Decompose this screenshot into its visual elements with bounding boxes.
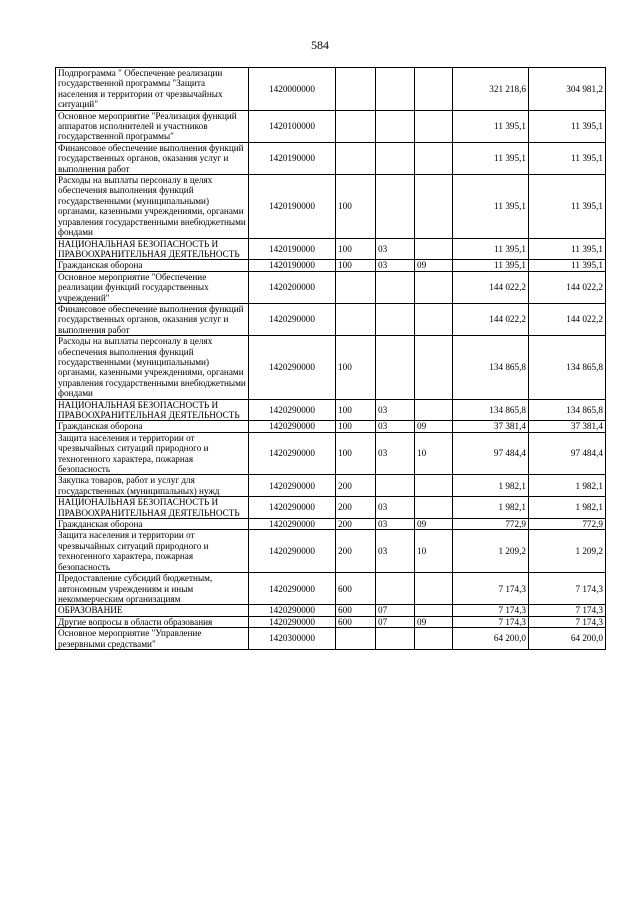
- expense-type-cell: [336, 303, 376, 335]
- section-cell: [376, 68, 415, 111]
- item-name-cell: ОБРАЗОВАНИЕ: [56, 605, 249, 616]
- amount-year1-cell: 11 395,1: [453, 110, 529, 142]
- item-name-cell: Финансовое обеспечение выполнения функций государственных органов, оказания услуг и выполнения работ: [56, 142, 249, 174]
- item-name-cell: Основное мероприятие "Управление резервными средствами": [56, 628, 249, 650]
- table-row: [56, 530, 606, 573]
- section-cell: 07: [376, 605, 415, 616]
- expense-type-cell: 200: [336, 497, 376, 519]
- amount-year2-cell: 37 381,4: [529, 421, 606, 432]
- table-row: [56, 421, 606, 432]
- target-article-cell: 1420290000: [249, 497, 336, 519]
- amount-year1-cell: 144 022,2: [453, 271, 529, 303]
- item-name-cell: Гражданская оборона: [56, 260, 249, 271]
- target-article-cell: 1420300000: [249, 628, 336, 650]
- table-row: [56, 497, 606, 519]
- section-cell: [376, 271, 415, 303]
- table-row: [56, 303, 606, 335]
- subsection-cell: [415, 110, 453, 142]
- expense-type-cell: [336, 68, 376, 111]
- target-article-cell: 1420190000: [249, 142, 336, 174]
- section-cell: [376, 475, 415, 497]
- item-name-cell: Гражданская оборона: [56, 421, 249, 432]
- amount-year1-cell: 1 982,1: [453, 497, 529, 519]
- target-article-cell: 1420290000: [249, 421, 336, 432]
- target-article-cell: 1420100000: [249, 110, 336, 142]
- expense-type-cell: 100: [336, 399, 376, 421]
- section-cell: 07: [376, 616, 415, 627]
- subsection-cell: [415, 68, 453, 111]
- expense-type-cell: 100: [336, 175, 376, 238]
- section-cell: [376, 110, 415, 142]
- item-name-cell: Подпрограмма " Обеспечение реализации государственной программы "Защита населения и территории от чрезвычайных ситуаций": [56, 68, 249, 111]
- amount-year2-cell: 11 395,1: [529, 175, 606, 238]
- section-cell: [376, 628, 415, 650]
- expense-type-cell: 100: [336, 260, 376, 271]
- target-article-cell: 1420290000: [249, 303, 336, 335]
- target-article-cell: 1420200000: [249, 271, 336, 303]
- subsection-cell: [415, 175, 453, 238]
- amount-year1-cell: 7 174,3: [453, 573, 529, 605]
- amount-year2-cell: 772,9: [529, 519, 606, 530]
- expense-type-cell: [336, 110, 376, 142]
- amount-year2-cell: 97 484,4: [529, 432, 606, 475]
- section-cell: 03: [376, 421, 415, 432]
- section-cell: [376, 573, 415, 605]
- table-row: [56, 573, 606, 605]
- subsection-cell: 09: [415, 260, 453, 271]
- subsection-cell: [415, 605, 453, 616]
- target-article-cell: 1420290000: [249, 336, 336, 399]
- expense-type-cell: 600: [336, 605, 376, 616]
- amount-year2-cell: 7 174,3: [529, 605, 606, 616]
- item-name-cell: Расходы на выплаты персоналу в целях обеспечения выполнения функций государственными (муниципальными) органами, казенными учреждениями, органами управления государственными внебюджетными фондами: [56, 175, 249, 238]
- amount-year1-cell: 772,9: [453, 519, 529, 530]
- expense-type-cell: 200: [336, 530, 376, 573]
- amount-year2-cell: 1 209,2: [529, 530, 606, 573]
- budget-table-body: [56, 68, 606, 650]
- target-article-cell: 1420290000: [249, 573, 336, 605]
- table-row: [56, 336, 606, 399]
- subsection-cell: [415, 399, 453, 421]
- section-cell: [376, 303, 415, 335]
- item-name-cell: НАЦИОНАЛЬНАЯ БЕЗОПАСНОСТЬ И ПРАВООХРАНИТЕЛЬНАЯ ДЕЯТЕЛЬНОСТЬ: [56, 497, 249, 519]
- item-name-cell: НАЦИОНАЛЬНАЯ БЕЗОПАСНОСТЬ И ПРАВООХРАНИТЕЛЬНАЯ ДЕЯТЕЛЬНОСТЬ: [56, 399, 249, 421]
- table-row: [56, 175, 606, 238]
- subsection-cell: [415, 142, 453, 174]
- amount-year2-cell: 134 865,8: [529, 336, 606, 399]
- amount-year2-cell: 304 981,2: [529, 68, 606, 111]
- table-row: [56, 260, 606, 271]
- amount-year1-cell: 7 174,3: [453, 616, 529, 627]
- amount-year1-cell: 134 865,8: [453, 399, 529, 421]
- target-article-cell: 1420290000: [249, 399, 336, 421]
- amount-year1-cell: 144 022,2: [453, 303, 529, 335]
- amount-year2-cell: 7 174,3: [529, 573, 606, 605]
- amount-year2-cell: 11 395,1: [529, 238, 606, 260]
- subsection-cell: 10: [415, 432, 453, 475]
- amount-year1-cell: 64 200,0: [453, 628, 529, 650]
- target-article-cell: 1420190000: [249, 175, 336, 238]
- target-article-cell: 1420190000: [249, 260, 336, 271]
- target-article-cell: 1420290000: [249, 475, 336, 497]
- section-cell: 03: [376, 497, 415, 519]
- amount-year2-cell: 134 865,8: [529, 399, 606, 421]
- table-row: [56, 616, 606, 627]
- amount-year1-cell: 134 865,8: [453, 336, 529, 399]
- subsection-cell: [415, 336, 453, 399]
- subsection-cell: [415, 628, 453, 650]
- expense-type-cell: 600: [336, 573, 376, 605]
- expense-type-cell: [336, 628, 376, 650]
- section-cell: 03: [376, 238, 415, 260]
- amount-year2-cell: 1 982,1: [529, 475, 606, 497]
- item-name-cell: Другие вопросы в области образования: [56, 616, 249, 627]
- page-number: 584: [311, 38, 329, 52]
- amount-year1-cell: 1 982,1: [453, 475, 529, 497]
- item-name-cell: Основное мероприятие "Реализация функций аппаратов исполнителей и участников государственной программы": [56, 110, 249, 142]
- subsection-cell: 10: [415, 530, 453, 573]
- table-row: [56, 605, 606, 616]
- item-name-cell: Закупка товаров, работ и услуг для государственных (муниципальных) нужд: [56, 475, 249, 497]
- table-row: [56, 110, 606, 142]
- subsection-cell: 09: [415, 421, 453, 432]
- expense-type-cell: 200: [336, 519, 376, 530]
- table-row: [56, 399, 606, 421]
- section-cell: [376, 175, 415, 238]
- subsection-cell: [415, 475, 453, 497]
- amount-year1-cell: 97 484,4: [453, 432, 529, 475]
- item-name-cell: Основное мероприятие "Обеспечение реализации функций государственных учреждений": [56, 271, 249, 303]
- item-name-cell: Гражданская оборона: [56, 519, 249, 530]
- expense-type-cell: 600: [336, 616, 376, 627]
- amount-year2-cell: 11 395,1: [529, 142, 606, 174]
- item-name-cell: НАЦИОНАЛЬНАЯ БЕЗОПАСНОСТЬ И ПРАВООХРАНИТЕЛЬНАЯ ДЕЯТЕЛЬНОСТЬ: [56, 238, 249, 260]
- expense-type-cell: 100: [336, 432, 376, 475]
- section-cell: 03: [376, 260, 415, 271]
- target-article-cell: 1420290000: [249, 605, 336, 616]
- expense-type-cell: 100: [336, 336, 376, 399]
- table-row: [56, 519, 606, 530]
- expense-type-cell: [336, 142, 376, 174]
- section-cell: [376, 142, 415, 174]
- item-name-cell: Защита населения и территории от чрезвычайных ситуаций природного и техногенного характера, пожарная безопасность: [56, 530, 249, 573]
- expense-type-cell: [336, 271, 376, 303]
- section-cell: 03: [376, 519, 415, 530]
- section-cell: 03: [376, 432, 415, 475]
- table-row: [56, 475, 606, 497]
- amount-year2-cell: 7 174,3: [529, 616, 606, 627]
- amount-year1-cell: 1 209,2: [453, 530, 529, 573]
- amount-year2-cell: 144 022,2: [529, 303, 606, 335]
- table-row: [56, 432, 606, 475]
- amount-year1-cell: 321 218,6: [453, 68, 529, 111]
- amount-year2-cell: 1 982,1: [529, 497, 606, 519]
- table-row: [56, 628, 606, 650]
- item-name-cell: Финансовое обеспечение выполнения функций государственных органов, оказания услуг и выполнения работ: [56, 303, 249, 335]
- section-cell: 03: [376, 399, 415, 421]
- target-article-cell: 1420290000: [249, 616, 336, 627]
- amount-year1-cell: 11 395,1: [453, 175, 529, 238]
- table-row: [56, 238, 606, 260]
- item-name-cell: Расходы на выплаты персоналу в целях обеспечения выполнения функций государственными (муниципальными) органами, казенными учреждениями, органами управления государственными внебюджетными фондами: [56, 336, 249, 399]
- subsection-cell: [415, 303, 453, 335]
- table-row: [56, 271, 606, 303]
- target-article-cell: 1420000000: [249, 68, 336, 111]
- subsection-cell: [415, 238, 453, 260]
- expense-type-cell: 100: [336, 421, 376, 432]
- target-article-cell: 1420290000: [249, 519, 336, 530]
- item-name-cell: Защита населения и территории от чрезвычайных ситуаций природного и техногенного характера, пожарная безопасность: [56, 432, 249, 475]
- amount-year1-cell: 7 174,3: [453, 605, 529, 616]
- budget-table: [55, 67, 606, 650]
- amount-year1-cell: 11 395,1: [453, 260, 529, 271]
- table-row: [56, 142, 606, 174]
- expense-type-cell: 200: [336, 475, 376, 497]
- target-article-cell: 1420290000: [249, 530, 336, 573]
- subsection-cell: [415, 573, 453, 605]
- amount-year2-cell: 11 395,1: [529, 260, 606, 271]
- section-cell: [376, 336, 415, 399]
- amount-year2-cell: 144 022,2: [529, 271, 606, 303]
- amount-year1-cell: 11 395,1: [453, 238, 529, 260]
- item-name-cell: Предоставление субсидий бюджетным, автономным учреждениям и иным некоммерческим организациям: [56, 573, 249, 605]
- subsection-cell: [415, 271, 453, 303]
- section-cell: 03: [376, 530, 415, 573]
- target-article-cell: 1420190000: [249, 238, 336, 260]
- amount-year2-cell: 11 395,1: [529, 110, 606, 142]
- subsection-cell: [415, 497, 453, 519]
- subsection-cell: 09: [415, 519, 453, 530]
- amount-year2-cell: 64 200,0: [529, 628, 606, 650]
- amount-year1-cell: 37 381,4: [453, 421, 529, 432]
- expense-type-cell: 100: [336, 238, 376, 260]
- table-row: [56, 68, 606, 111]
- amount-year1-cell: 11 395,1: [453, 142, 529, 174]
- subsection-cell: 09: [415, 616, 453, 627]
- target-article-cell: 1420290000: [249, 432, 336, 475]
